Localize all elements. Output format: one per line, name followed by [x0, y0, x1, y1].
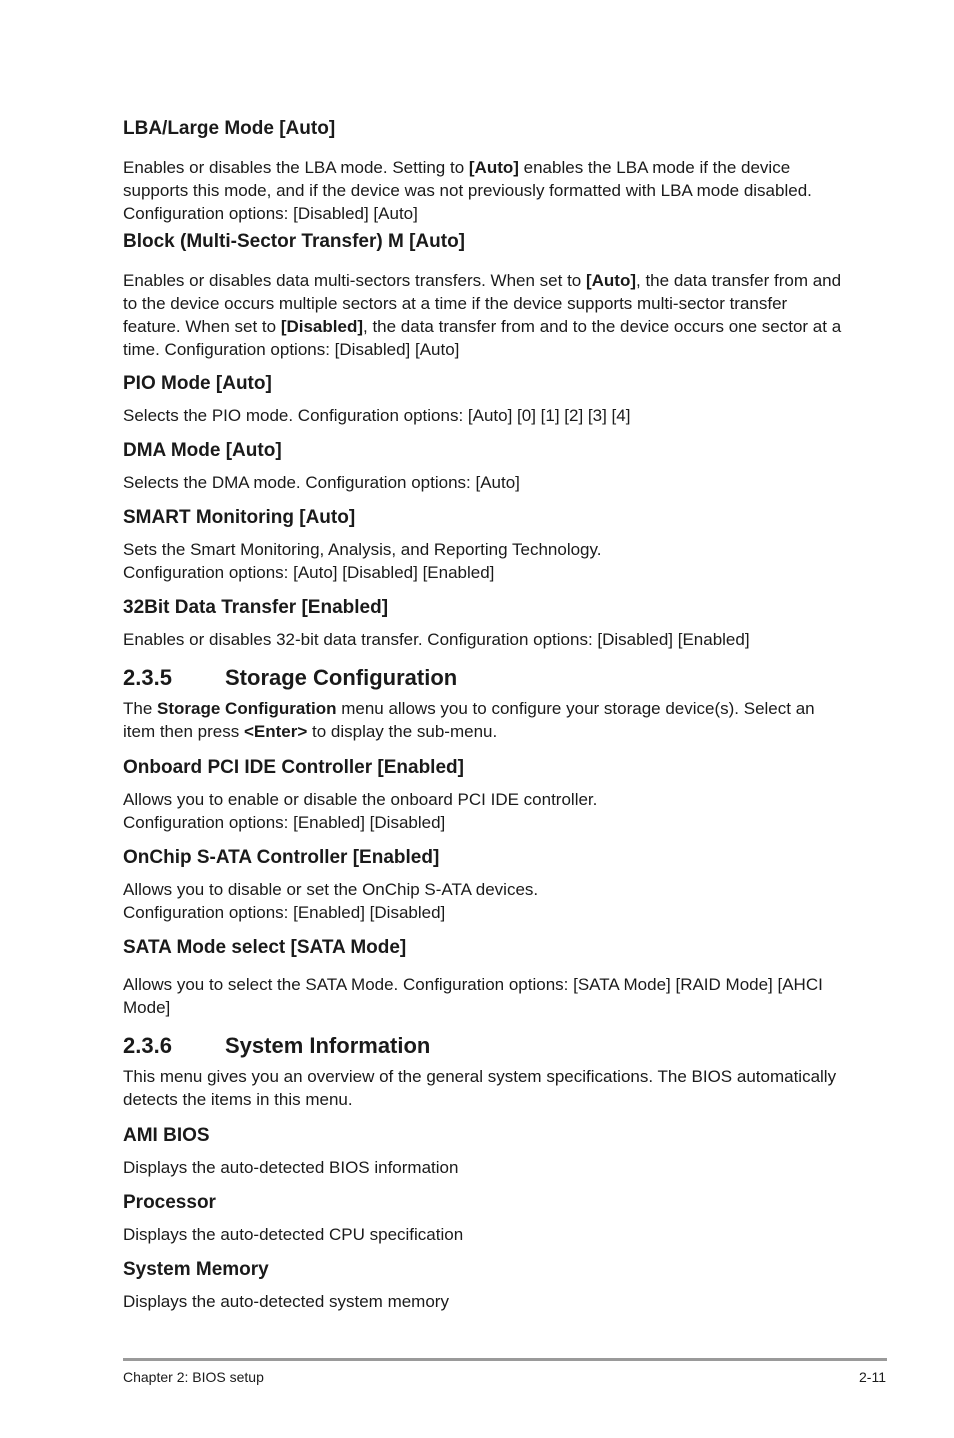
- onboard-pci-ide-description: Allows you to enable or disable the onboard PCI IDE controller. Configuration options: [Enabled] [Disabled]: [123, 790, 598, 832]
- section-2-3-5-heading: 2.3.5 Storage Configuration: [123, 665, 458, 690]
- smart-monitoring-description: Sets the Smart Monitoring, Analysis, and Reporting Technology. Configuration options: [Auto] [Disabled] [Enabled]: [123, 540, 602, 582]
- dma-mode-heading: DMA Mode [Auto]: [123, 440, 282, 461]
- system-memory-heading: System Memory: [123, 1259, 269, 1280]
- processor-description: Displays the auto-detected CPU specification: [123, 1225, 464, 1244]
- onchip-sata-description: Allows you to disable or set the OnChip S-ATA devices. Configuration options: [Enabled] [Disabled]: [123, 880, 539, 922]
- processor-heading: Processor: [123, 1192, 216, 1213]
- footer-divider: [123, 1358, 887, 1361]
- footer-chapter: Chapter 2: BIOS setup: [123, 1369, 264, 1385]
- ami-bios-heading: AMI BIOS: [123, 1125, 210, 1146]
- sata-mode-heading: SATA Mode select [SATA Mode]: [123, 937, 407, 958]
- onchip-sata-heading: OnChip S-ATA Controller [Enabled]: [123, 847, 440, 868]
- section-2-3-6-heading: 2.3.6 System Information: [123, 1033, 431, 1058]
- block-mode-description: Enables or disables data multi-sectors transfers. When set to [Auto], the data transfer from and to the device occurs multiple sectors at a time if the device supports multi-sector transfer feature. When set to [Disabled], the data transfer from and to the device occurs one sector at a time. Configuration options: [Disabled] [Auto]: [123, 271, 842, 359]
- block-mode-heading: Block (Multi-Sector Transfer) M [Auto]: [123, 231, 466, 252]
- sata-mode-description: Allows you to select the SATA Mode. Configuration options: [SATA Mode] [RAID Mode] [AHCI Mode]: [123, 975, 823, 1017]
- 32bit-transfer-description: Enables or disables 32-bit data transfer. Configuration options: [Disabled] [Enabled]: [123, 630, 750, 649]
- smart-monitoring-heading: SMART Monitoring [Auto]: [123, 507, 356, 528]
- system-memory-description: Displays the auto-detected system memory: [123, 1292, 449, 1311]
- pio-mode-heading: PIO Mode [Auto]: [123, 373, 272, 394]
- footer-page-number: 2-11: [859, 1369, 886, 1385]
- lba-mode-description: Enables or disables the LBA mode. Setting to [Auto] enables the LBA mode if the device supports this mode, and if the device was not previously formatted with LBA mode disabled. Configuration options: [Disabled] [Auto]: [123, 158, 812, 223]
- pio-mode-description: Selects the PIO mode. Configuration options: [Auto] [0] [1] [2] [3] [4]: [123, 406, 631, 425]
- page-content: [123, 117, 843, 1313]
- onboard-pci-ide-heading: Onboard PCI IDE Controller [Enabled]: [123, 757, 464, 778]
- lba-mode-heading: LBA/Large Mode [Auto]: [123, 118, 336, 139]
- storage-config-description: The Storage Configuration menu allows you to configure your storage device(s). Select an item then press <Enter> to display the sub-menu.: [123, 699, 815, 741]
- 32bit-transfer-heading: 32Bit Data Transfer [Enabled]: [123, 597, 389, 618]
- dma-mode-description: Selects the DMA mode. Configuration options: [Auto]: [123, 473, 520, 492]
- system-info-description: This menu gives you an overview of the general system specifications. The BIOS automatically detects the items in this menu.: [123, 1067, 837, 1109]
- ami-bios-description: Displays the auto-detected BIOS information: [123, 1158, 459, 1177]
